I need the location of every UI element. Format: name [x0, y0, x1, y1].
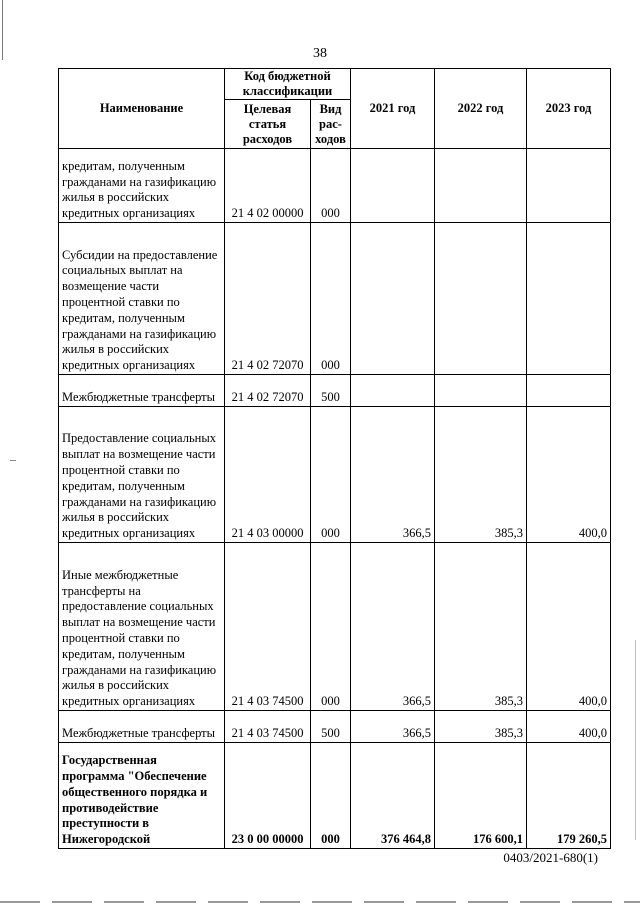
row-name: Межбюджетные трансферты — [59, 375, 225, 407]
header-name: Наименование — [59, 69, 225, 149]
page-number: 38 — [313, 46, 327, 61]
row-name: Государственная программа "Обеспечение общественного порядка и противодействие преступности в Нижегородской — [59, 743, 225, 849]
budget-table — [58, 68, 611, 849]
row-target-code: 21 4 03 74500 — [225, 711, 311, 743]
row-vid: 500 — [311, 711, 351, 743]
row-name: Субсидии на предоставление социальных выплат на возмещение части процентной ставки по кредитам, полученным гражданами на газификацию жилья в российских кредитных организациях — [59, 223, 225, 375]
scan-mark — [10, 460, 16, 461]
row-2023 — [527, 223, 611, 375]
row-name: Предоставление социальных выплат на возмещение части процентной ставки по кредитам, полученным гражданами на газификацию жилья в российских кредитных организациях — [59, 407, 225, 543]
row-2022: 176 600,1 — [435, 743, 527, 849]
row-2021: 366,5 — [351, 407, 435, 543]
row-2021: 376 464,8 — [351, 743, 435, 849]
row-vid: 000 — [311, 149, 351, 223]
row-2021 — [351, 375, 435, 407]
row-2023: 400,0 — [527, 407, 611, 543]
header-2023: 2023 год — [527, 69, 611, 149]
header-vid: Вид рас- ходов — [311, 100, 351, 149]
row-vid: 000 — [311, 543, 351, 711]
header-2021: 2021 год — [351, 69, 435, 149]
row-2023: 400,0 — [527, 711, 611, 743]
row-vid: 000 — [311, 223, 351, 375]
table-row — [59, 407, 611, 543]
table-row — [59, 375, 611, 407]
row-target-code: 23 0 00 00000 — [225, 743, 311, 849]
row-2023 — [527, 375, 611, 407]
row-target-code: 21 4 02 72070 — [225, 375, 311, 407]
table-row — [59, 711, 611, 743]
row-2022: 385,3 — [435, 711, 527, 743]
row-2023: 179 260,5 — [527, 743, 611, 849]
table-row — [59, 543, 611, 711]
scan-edge-line — [0, 901, 640, 903]
header-code-group: Код бюджетной классификации — [225, 69, 351, 100]
document-code: 0403/2021-680(1) — [503, 850, 598, 865]
row-2023 — [527, 149, 611, 223]
row-2022 — [435, 375, 527, 407]
table-header — [59, 69, 611, 149]
row-2022 — [435, 149, 527, 223]
row-2021: 366,5 — [351, 543, 435, 711]
row-2021 — [351, 149, 435, 223]
row-2023: 400,0 — [527, 543, 611, 711]
row-vid: 500 — [311, 375, 351, 407]
row-name: Иные межбюджетные трансферты на предоставление социальных выплат на возмещение части процентной ставки по кредитам, полученным гражданами на газификацию жилья в российских кредитных организациях — [59, 543, 225, 711]
table-row — [59, 149, 611, 223]
row-vid: 000 — [311, 407, 351, 543]
row-2021 — [351, 223, 435, 375]
row-2021: 366,5 — [351, 711, 435, 743]
row-target-code: 21 4 02 00000 — [225, 149, 311, 223]
row-2022: 385,3 — [435, 543, 527, 711]
table-row — [59, 743, 611, 849]
row-target-code: 21 4 02 72070 — [225, 223, 311, 375]
row-2022: 385,3 — [435, 407, 527, 543]
row-name: кредитам, полученным гражданами на газификацию жилья в российских кредитных организациях — [59, 149, 225, 223]
row-name: Межбюджетные трансферты — [59, 711, 225, 743]
row-target-code: 21 4 03 00000 — [225, 407, 311, 543]
header-2022: 2022 год — [435, 69, 527, 149]
header-target: Целевая статья расходов — [225, 100, 311, 149]
scan-edge-line — [635, 640, 636, 840]
row-2022 — [435, 223, 527, 375]
row-target-code: 21 4 03 74500 — [225, 543, 311, 711]
table-row — [59, 223, 611, 375]
row-vid: 000 — [311, 743, 351, 849]
